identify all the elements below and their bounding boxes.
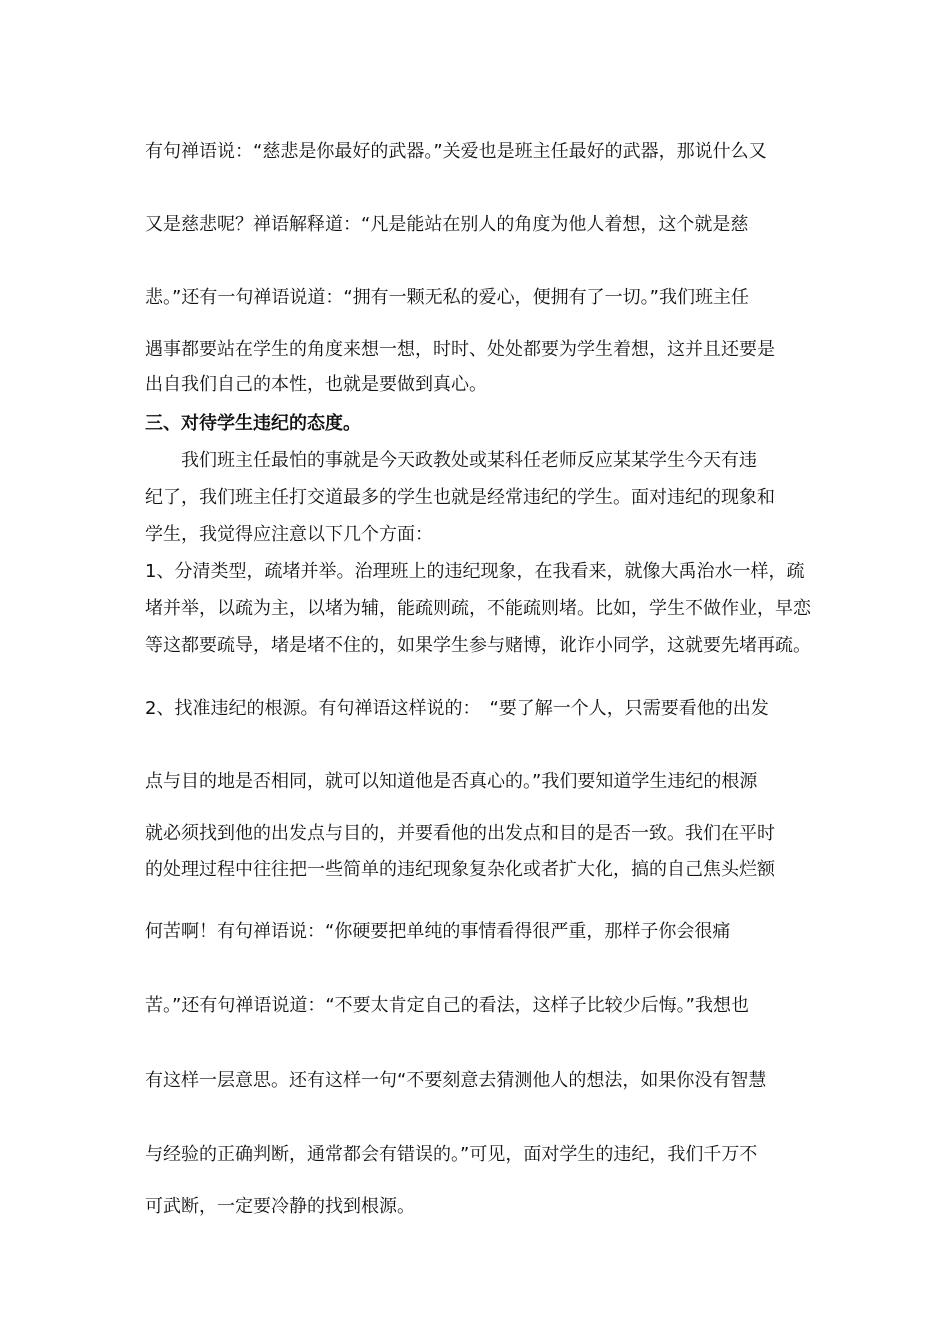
text-line-12: 等这都要疏导，堵是堵不住的，如果学生参与赌博，讹诈小同学，这就要先堵再疏。 [145, 635, 811, 656]
text-line-15: 就必须找到他的出发点与目的，并要看他的出发点和目的是否一致。我们在平时 [145, 823, 775, 844]
text-line-21: 可武断，一定要冷静的找到根源。 [145, 1196, 415, 1217]
text-line-17: 何苦啊！有句禅语说：“你硬要把单纯的事情看得很严重，那样子你会很痛 [145, 921, 731, 942]
text-line-16: 的处理过程中往往把一些简单的违纪现象复杂化或者扩大化，搞的自己焦头烂额 [145, 859, 775, 880]
text-line-9: 学生，我觉得应注意以下几个方面： [145, 524, 433, 545]
text-line-13: 2、找准违纪的根源。有句禅语这样说的： “要了解一个人，只需要看他的出发 [145, 698, 769, 719]
text-line-11: 堵并举，以疏为主，以堵为辅，能疏则疏，不能疏则堵。比如，学生不做作业，早恋 [145, 598, 811, 619]
section-heading: 三、对待学生违纪的态度。 [145, 413, 361, 434]
text-line-18: 苦。”还有句禅语说道：“不要太肯定自己的看法，这样子比较少后悔。”我想也 [145, 995, 749, 1016]
text-line-2: 又是慈悲呢？禅语解释道：“凡是能站在别人的角度为他人着想，这个就是慈 [145, 214, 749, 235]
text-line-1: 有句禅语说：“慈悲是你最好的武器。”关爱也是班主任最好的武器，那说什么又 [145, 141, 767, 162]
text-line-7: 我们班主任最怕的事就是今天政教处或某科任老师反应某某学生今天有违 [145, 450, 757, 471]
text-line-4: 遇事都要站在学生的角度来想一想，时时、处处都要为学生着想，这并且还要是 [145, 339, 775, 360]
text-line-20: 与经验的正确判断，通常都会有错误的。”可见，面对学生的违纪，我们千万不 [145, 1144, 758, 1165]
text-line-14: 点与目的地是否相同，就可以知道他是否真心的。”我们要知道学生违纪的根源 [145, 771, 758, 792]
text-line-3: 悲。”还有一句禅语说道：“拥有一颗无私的爱心，便拥有了一切。”我们班主任 [145, 287, 749, 308]
text-line-8: 纪了，我们班主任打交道最多的学生也就是经常违纪的学生。面对违纪的现象和 [145, 487, 775, 508]
text-line-19: 有这样一层意思。还有这样一句“不要刻意去猜测他人的想法，如果你没有智慧 [145, 1070, 767, 1091]
text-line-5: 出自我们自己的本性，也就是要做到真心。 [145, 374, 487, 395]
text-line-10: 1、分清类型，疏堵并举。治理班上的违纪现象，在我看来，就像大禹治水一样，疏 [145, 561, 805, 582]
